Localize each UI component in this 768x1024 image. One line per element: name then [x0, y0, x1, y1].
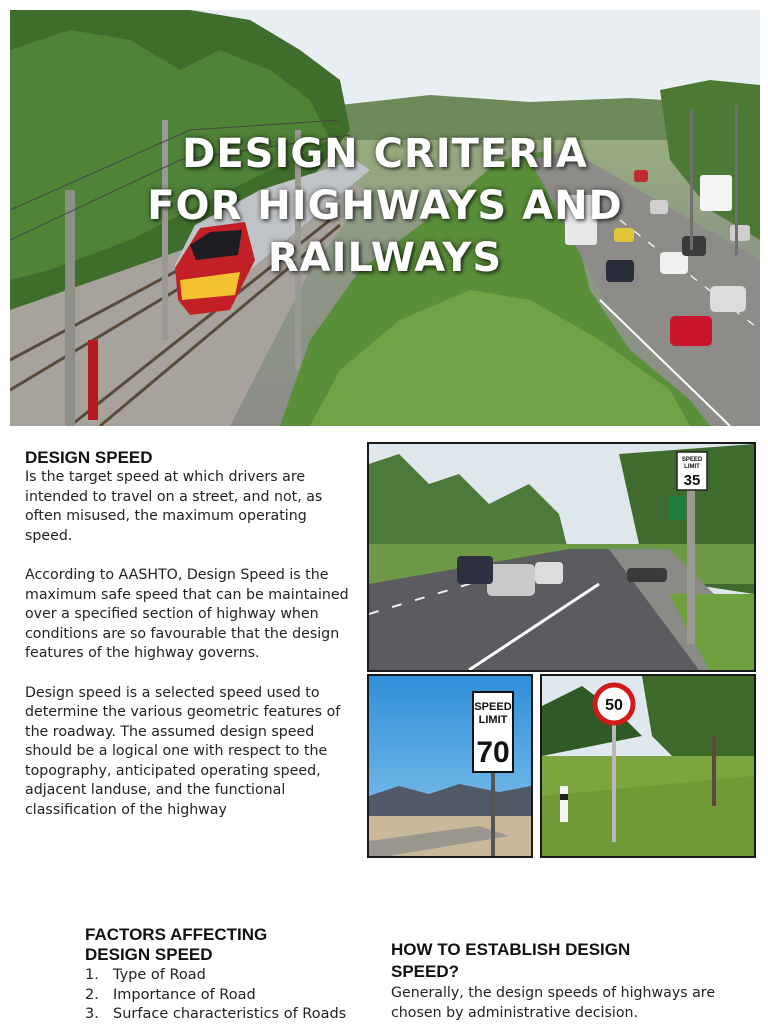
street-speed-limit-photo	[367, 442, 756, 672]
hero-title-line-3: RAILWAYS	[267, 235, 503, 281]
list-item-number: 2.	[85, 986, 99, 1003]
hero-title-line-1: DESIGN CRITERIA	[182, 131, 588, 177]
desert-sign-mid-text: LIMIT	[478, 714, 508, 726]
hero-title	[10, 128, 760, 284]
list-item-text: Importance of Road	[113, 986, 256, 1003]
establish-heading-line-1: HOW TO ESTABLISH DESIGN	[391, 940, 631, 959]
design-speed-paragraph-2: According to AASHTO, Design Speed is the maximum safe speed that can be maintained over a specified section of highway when conditions are so favourable that the design features of the highway governs.	[25, 567, 349, 661]
list-item	[85, 986, 375, 1006]
design-speed-paragraph-1: Is the target speed at which drivers are intended to travel on a street, and not, as often misused, the maximum operating speed.	[25, 469, 323, 544]
round-sign-value-text: 50	[605, 697, 623, 714]
factors-section	[85, 925, 375, 1024]
list-item	[85, 966, 375, 986]
factors-list	[85, 966, 375, 1024]
factors-heading-line-1: FACTORS AFFECTING	[85, 925, 268, 944]
list-item-text: Surface characteristics of Roads	[113, 1006, 347, 1022]
road-sign-mid-text: LIMIT	[684, 464, 700, 470]
hero-title-line-2: FOR HIGHWAYS AND	[147, 183, 623, 229]
factors-heading-line-2: DESIGN SPEED	[85, 945, 213, 964]
hero-image	[10, 10, 760, 426]
rural-speed-limit-photo	[540, 674, 756, 858]
establish-section	[391, 940, 731, 1023]
desert-sign-top-text: SPEED	[474, 701, 512, 713]
list-item-number: 1.	[85, 967, 99, 983]
road-sign-top-text: SPEED	[681, 457, 703, 463]
road-sign-value-text: 35	[683, 472, 701, 489]
list-item-number: 3.	[85, 1006, 99, 1022]
desert-sign-value-text: 70	[476, 736, 510, 769]
desert-speed-limit-photo	[367, 674, 533, 858]
design-speed-section	[25, 448, 355, 820]
design-speed-heading: DESIGN SPEED	[25, 448, 153, 467]
list-item-text: Type of Road	[113, 967, 206, 983]
establish-heading-line-2: SPEED?	[391, 962, 460, 981]
establish-text: Generally, the design speeds of highways are chosen by administrative decision.	[391, 985, 716, 1021]
design-speed-paragraph-3: Design speed is a selected speed used to determine the various geometric features of the roadway. The assumed design speed should be a logical one with respect to the topography, anticipated operating speed, adjacent landuse, and the functional classification of the highway	[25, 684, 341, 818]
list-item	[85, 1005, 375, 1024]
